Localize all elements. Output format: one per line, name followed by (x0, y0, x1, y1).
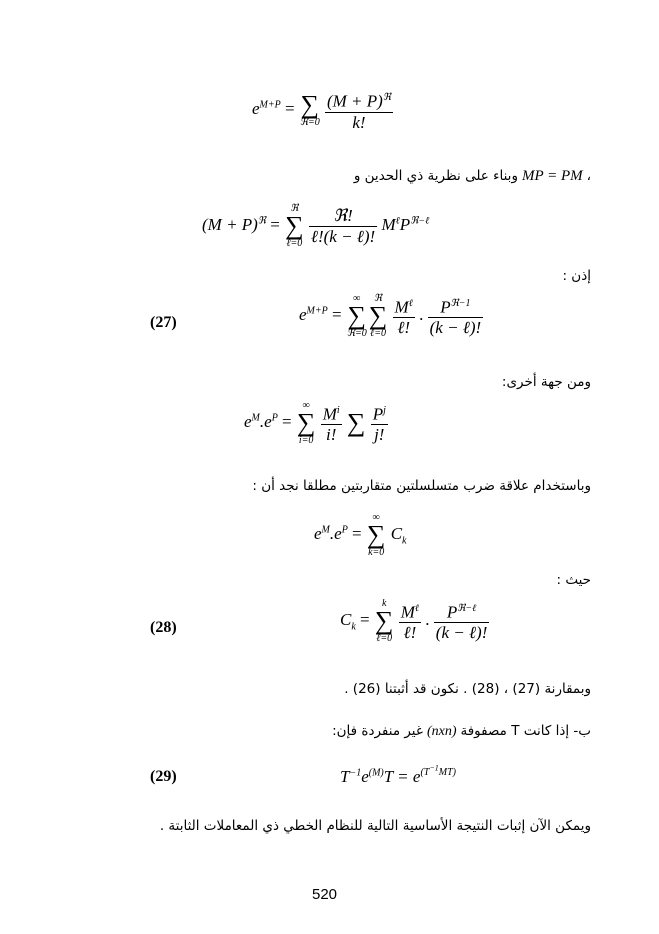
page-number: 520 (312, 886, 338, 903)
text-matrix-line: غير منفردة فإن: (nxn) ب- إذا كانت T مصفوفة (332, 723, 591, 739)
text-compare: وبمقارنة (27) ، (28) . نكون قد أثبتنا (26) . (344, 681, 591, 697)
text-final: ويمكن الآن إثبات النتيجة الأساسية التالية للنظام الخطي ذي المعاملات الثابتة . (159, 818, 591, 834)
equation-number-29: (29) (150, 768, 177, 785)
formula-28: $C_k$ = k ∑ ℓ=0 $\frac{M^\ell}{\text{ℓ!}}$ . $\frac{P^{ℜ-\ell}}{\text{(k − ℓ)!}}$ (340, 598, 488, 644)
formula-exp-sum: $e^{M+P}$ = ∑ ℜ=0 $\frac{(M + P)^ℜ}{k!}$ (252, 89, 391, 132)
equation-number-28: (28) (150, 619, 177, 636)
formula-product-series: $e^M.e^P$ = ∞ ∑ i=0 $\frac{M^i}{i!}$ ∑ $\frac{P^j}{j!}$ (244, 400, 386, 446)
text-binomial-line: وبناء على نظرية ذي الحدين و MP = PM ، (353, 168, 591, 184)
text-other-side: ومن جهة أخرى: (501, 374, 591, 390)
equation-number-27: (27) (150, 314, 177, 331)
formula-ck-sum: $e^M.e^P$ = ∞ ∑ k=0 $C_k$ (314, 512, 407, 558)
text-product-line: وباستخدام علاقة ضرب متسلسلتين متقاربتين مطلقا نجد أن : (252, 478, 591, 494)
text-then: إذن : (562, 268, 591, 284)
formula-27: $e^{M+P}$ = ∞ ∑ ℜ=0 ℜ ∑ ℓ=0 $\frac{M^\ell}{\text{ℓ!}}$ . $\frac{P^{ℜ-1}}{\text{(k − ℓ)!}}$ (299, 293, 482, 339)
formula-29: $T^{-1}e^{(M)}T = e^{(T^{-1}MT)}$ (340, 764, 456, 786)
text-where: حيث : (556, 572, 591, 588)
formula-binomial: $(M + P)^ℜ$ = ℜ ∑ ℓ=0 $\frac{\text{ℜ!}}{\text{ℓ!(k − ℓ)!}}$ $M^\ell P^{ℜ-\ell}$ (202, 203, 430, 249)
